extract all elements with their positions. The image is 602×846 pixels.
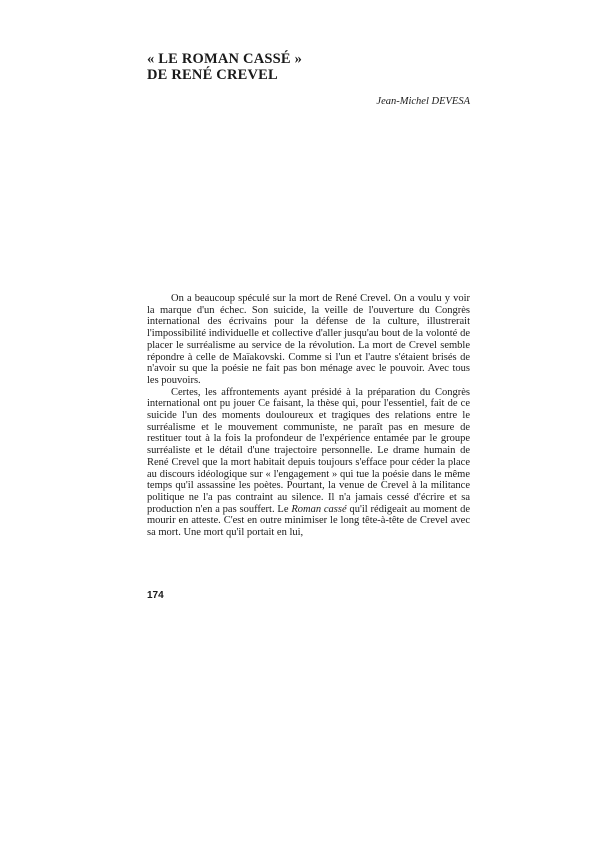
article-body: [147, 293, 470, 539]
paragraph-2: [147, 387, 470, 539]
article-title: [147, 51, 467, 83]
paragraph-1: On a beaucoup spéculé sur la mort de René Crevel. On a voulu y voir la marque d'un échec. Son suicide, la veille de l'ouverture du Congrès international des écrivains pour la défense de la culture, illustrerait l'impossibilité individuelle et collective d'aller jusqu'au bout de la volonté de placer le surréalisme au service de la révolution. La mort de Crevel semble répondre à celle de Maïakovski. Comme si l'un et l'autre s'étaient brisés de n'avoir su que la poésie ne fait pas bon ménage avec le pouvoir. Avec tous les pouvoirs.: [147, 293, 470, 386]
author-name: Jean-Michel DEVESA: [376, 96, 470, 107]
book-title-italic: Roman cassé: [291, 503, 347, 515]
page-number: 174: [147, 590, 164, 601]
paragraph-2-part-1: Certes, les affrontements ayant présidé à la préparation du Congrès international ont pu jouer Ce faisant, la thèse qui, pour l'essentiel, fait de ce suicide l'un des moments douloureux et tragiques des relations entre le surréalisme et le mouvement communiste, ne paraît pas en mesure de restituer tout à la fois la profondeur de l'expérience entamée par le groupe surréaliste et le détail d'une trajectoire personnelle. Le drame humain de René Crevel que la mort habitait depuis toujours s'efface pour céder la place au discours idéologique sur « l'engagement » qui tue la poésie dans le même temps qu'il assassine les poètes. Pourtant, la venue de Crevel à la militance politique ne l'a pas contraint au silence. Il n'a jamais cessé d'écrire et sa production n'en a pas souffert. Le: [147, 386, 470, 515]
title-line-1: « LE ROMAN CASSÉ »: [147, 51, 303, 67]
paragraph-2-part-2: qu'il rédigeait au moment de mourir en atteste. C'est en outre minimiser le long tête-à-tête de Crevel avec sa mort. Une mort qu'il portait en lui,: [147, 503, 470, 539]
title-line-2: DE RENÉ CREVEL: [147, 67, 278, 83]
